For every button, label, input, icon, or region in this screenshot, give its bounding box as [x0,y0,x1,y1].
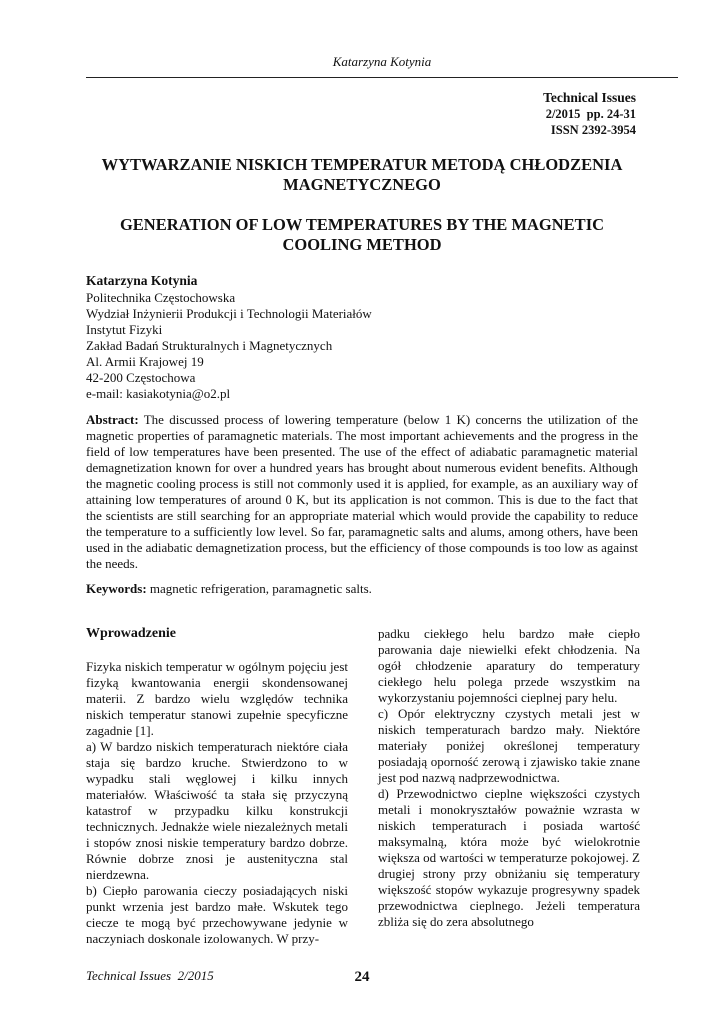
keywords-label: Keywords: [86,581,147,596]
header-rule [86,77,678,78]
affiliation-line: 42-200 Częstochowa [86,370,196,385]
journal-title: Technical Issues [543,90,636,105]
affiliation-line: Politechnika Częstochowska [86,290,236,305]
title-english-line2: COOLING METHOD [282,235,442,254]
title-polish [86,155,638,195]
abstract-text: The discussed process of lowering temperature (below 1 K) concerns the utilization of the magnetic properties of paramagnetic materials. The most important achievements and the progress in the field of low temperatures have been presented. The use of the effect of adiabatic paramagnetic material demagnetization known for over a hundred years has brought about numerous evident benefits. Although the magnetic cooling process is still not commonly used it is applied, for example, as an auxiliary way of attaining low temperatures of around 0 K, but its application is not common. This is due to the fact that the scientists are still searching for an appropriate material which would provide the capability to reduce the temperature to a sufficiently low level. So far, paramagnetic salts and alums, among others, have been used in the adiabatic demagnetization process, but the efficiency of those compounds is too low as against the needs. [86,412,638,571]
abstract-label: Abstract: [86,412,139,427]
affiliation-line: Al. Armii Krajowej 19 [86,354,204,369]
right-column [378,626,640,930]
paragraph: padku ciekłego helu bardzo małe ciepło parowania daje niewielki efekt chłodzenia. Na ogół chłodzenie aparatury do temperatury ciekłego helu polega przede wszystkim na wykorzystaniu pojemności cieplnej pary helu. [378,626,640,705]
page-number: 24 [354,969,370,985]
paragraph: Fizyka niskich temperatur w ogólnym pojęciu jest fizyką kwantowania energii skondensowanej materii. Z bardzo wielu względów technika niskich temperatur stanowi zupełnie specyficzne zagadnie [1]. [86,659,348,738]
journal-info [543,90,636,138]
author-block [86,273,372,402]
keywords [86,581,638,597]
running-head-author: Katarzyna Kotynia [332,54,432,69]
abstract [86,412,638,572]
keywords-text: magnetic refrigeration, paramagnetic salts. [146,581,372,596]
title-polish-line1: WYTWARZANIE NISKICH TEMPERATUR METODĄ CHŁODZENIA [101,155,623,174]
journal-issn: ISSN 2392-3954 [550,123,636,137]
author-email: e-mail: kasiakotynia@o2.pl [86,386,231,401]
title-english-line1: GENERATION OF LOW TEMPERATURES BY THE MAGNETIC [119,215,605,234]
affiliation-line: Zakład Badań Strukturalnych i Magnetycznych [86,338,333,353]
footer-journal: Technical Issues 2/2015 [86,968,214,983]
affiliation-line: Wydział Inżynierii Produkcji i Technologii Materiałów [86,306,372,321]
title-polish-line2: MAGNETYCZNEGO [283,175,441,194]
paragraph: d) Przewodnictwo cieplne większości czystych metali i monokryształów poważnie wzrasta w niskich temperaturach i posiada wartość maksymalną, która może być wielokrotnie większa od wartości w temperaturze pokojowej. Z drugiej strony przy obniżaniu się temperatury większość stopów wykazuje progresywny spadek przewodnictwa cieplnego. Jeżeli temperatura zbliża się do zera absolutnego [378,786,640,929]
title-english [86,215,638,255]
affiliation-line: Instytut Fizyki [86,322,163,337]
left-column [86,626,348,947]
journal-issue: 2/2015 pp. 24-31 [545,107,636,121]
paragraph: c) Opór elektryczny czystych metali jest w niskich temperaturach bardzo mały. Niektóre materiały poniżej określonej temperatury posiadają oporność zerową i zjawisko takie znane jest pod nazwą nadprzewodnictwa. [378,706,640,785]
section-title: Wprowadzenie [86,626,176,641]
author-name: Katarzyna Kotynia [86,273,198,288]
paragraph: b) Ciepło parowania cieczy posiadających niski punkt wrzenia jest bardzo małe. Wskutek tego ciecze te mogą być przechowywane jedynie w naczyniach doskonale izolowanych. W przy- [86,883,348,946]
paragraph: a) W bardzo niskich temperaturach niektóre ciała staja się bardzo kruche. Stwierdzono to w wypadku stali węglowej i kilku innych materiałów. Właściwość ta stała się przyczyną katastrof w przypadku kilku konstrukcji technicznych. Jednakże wiele niezależnych metali i stopów znosi niskie temperatury bardzo dobrze. Równie dobrze znosi je austenityczna stal nierdzewna. [86,739,348,882]
